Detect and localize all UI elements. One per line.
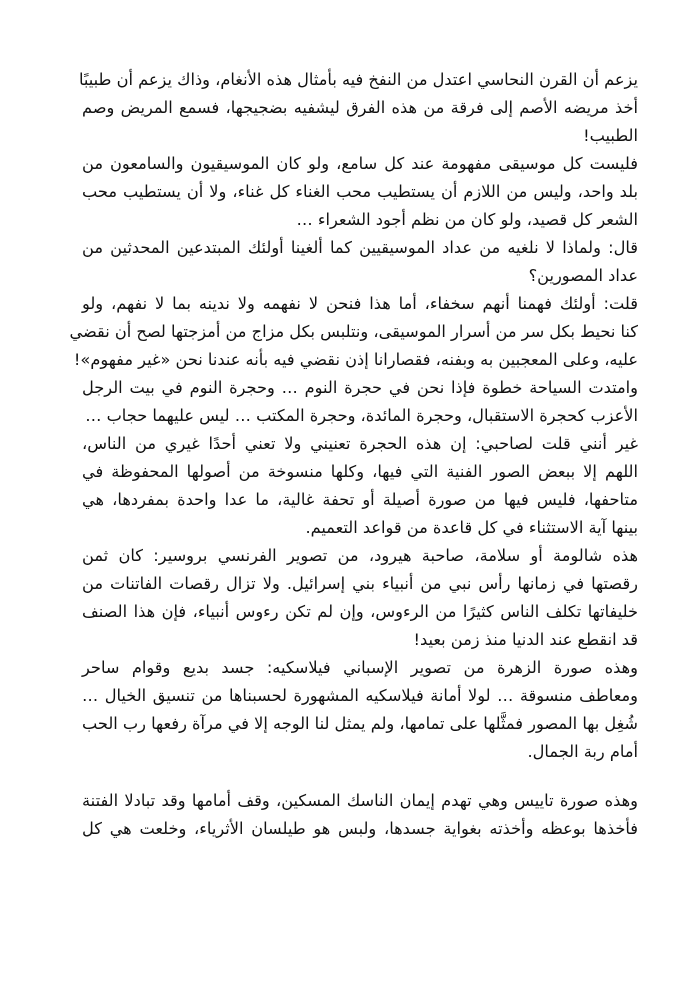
text-line: عداد المصورين؟	[528, 266, 638, 285]
paragraph	[82, 787, 638, 843]
paragraph	[82, 150, 638, 234]
paragraph	[82, 542, 638, 654]
text-line: أمام ربة الجمال.	[527, 742, 638, 761]
paragraph	[82, 654, 638, 766]
text-line: فأخذها بوعظه وأخذته بغواية جسدها، ولبس هو طيلسان الأثرياء، وخلعت هي كل	[82, 819, 638, 838]
text-line: وهذه صورة الزهرة من تصوير الإسباني فيلاسكيه: جسد بديع وقوام ساحر	[82, 658, 638, 677]
text-line: قد انقطع عند الدنيا منذ زمن بعيد!	[413, 630, 638, 649]
paragraph	[78, 66, 638, 150]
paragraph	[69, 290, 638, 374]
text-line: خليفاتها تكلف الناس كثيرًا من الرءوس، وإن لم تكن رءوس أنبياء، فإن هذا الصنف	[82, 602, 638, 621]
text-line: الأعزب كحجرة الاستقبال، وحجرة المائدة، وحجرة المكتب … ليس عليهما حجاب …	[85, 406, 638, 425]
text-line: ومعاطف منسوقة … لولا أمانة فيلاسكيه المشهورة لحسبناها من تنسيق الخيال …	[82, 686, 638, 705]
text-line: كنا نحيط بكل سر من أسرار الموسيقى، ونتلبس بكل مزاج من أمزجتها لصح أن نقضي	[69, 322, 638, 341]
text-line: اللهم إلا ببعض الصور الفنية التي فيها، وكلها منسوخة من أصولها المحفوظة في	[82, 462, 638, 481]
text-line: أخذ مريضه الأصم إلى فرقة من هذه الفرق ليشفيه بضجيجها، فسمع المريض وصم	[82, 98, 638, 117]
text-line: قلت: أولئك فهمنا أنهم سخفاء، أما هذا فنحن لا نفهمه ولا ندينه بما لا نفهم، ولو	[82, 294, 638, 313]
text-line: بينها آية الاستثناء في كل قاعدة من قواعد التعميم.	[305, 518, 638, 537]
text-line: فليست كل موسيقى مفهومة عند كل سامع، ولو كان الموسيقيون والسامعون من	[82, 154, 638, 173]
paragraph	[82, 234, 638, 290]
text-line: متاحفها، فليس فيها من صورة أصيلة أو تحفة غالية، ما عدا واحدة بمفردها، هي	[82, 490, 638, 509]
paragraph	[82, 374, 638, 430]
paragraph	[82, 430, 638, 542]
text-line: يزعم أن القرن النحاسي اعتدل من النفخ فيه بأمثال هذه الأنغام، وذاك يزعم أن طبيبًا	[78, 70, 638, 89]
paragraph-spacer	[82, 766, 638, 787]
text-line: وامتدت السياحة خطوة فإذا نحن في حجرة النوم … وحجرة النوم في بيت الرجل	[82, 378, 638, 397]
text-line: رقصتها في زمانها رأس نبي من أنبياء بني إسرائيل. ولا تزال رقصات الفاتنات من	[82, 574, 638, 593]
text-line: عليه، وعلى المعجبين به وبفنه، فقصارانا إذن نقضي فيه بأنه عندنا نحن «غير مفهوم»!	[73, 350, 638, 369]
text-line: الشعر كل قصيد، ولو كان من نظم أجود الشعراء …	[296, 210, 638, 229]
text-line: غير أنني قلت لصاحبي: إن هذه الحجرة تعنيني ولا تعني أحدًا غيري من الناس،	[82, 434, 638, 453]
text-line: قال: ولماذا لا نلغيه من عداد الموسيقيين كما ألغينا أولئك المبتدعين المحدثين من	[82, 238, 638, 257]
text-line: وهذه صورة تاييس وهي تهدم إيمان الناسك المسكين، وقف أمامها وقد تبادلا الفتنة	[82, 791, 638, 810]
text-line: شُغِل بها المصور فمثَّلها على تمامها، ولم يمثل لنا الوجه إلا في مرآة رفعها رب الحب	[82, 714, 638, 733]
document-body	[69, 66, 638, 843]
text-line: هذه شالومة أو سلامة، صاحبة هيرود، من تصوير الفرنسي بروسير: كان ثمن	[82, 546, 638, 565]
text-line: بلد واحد، وليس من اللازم أن يستطيب محب الغناء كل غناء، ولا أن يستطيب محب	[82, 182, 638, 201]
text-line: الطبيب!	[583, 126, 638, 145]
